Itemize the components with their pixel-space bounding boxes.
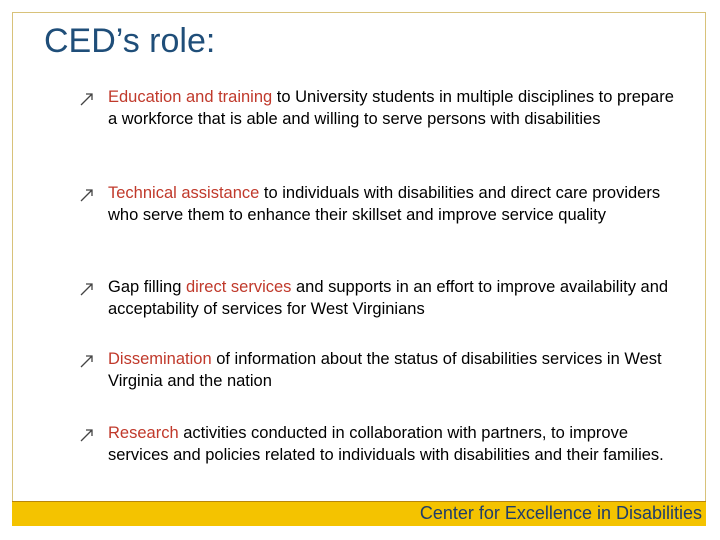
arrow-icon bbox=[80, 280, 94, 294]
bullet-text bbox=[108, 86, 680, 130]
bullet-item-direct-services bbox=[80, 276, 680, 320]
bullet-highlight: direct services bbox=[185, 278, 292, 296]
bullet-text bbox=[108, 276, 680, 320]
arrow-icon bbox=[80, 186, 94, 200]
bullet-rest: to individuals with disabilities and direct care providers who serve them to enhance their skillset and improve service quality bbox=[108, 184, 661, 224]
bullet-item-dissemination bbox=[80, 348, 680, 392]
arrow-icon bbox=[80, 426, 94, 440]
bullet-text bbox=[108, 182, 680, 226]
slide-title: CED’s role: bbox=[44, 22, 216, 60]
bullet-highlight: Technical assistance bbox=[108, 184, 260, 202]
bullet-rest: to University students in multiple disciplines to prepare a workforce that is able and willing to serve persons with disabilities bbox=[108, 88, 674, 128]
bullet-highlight: Dissemination bbox=[108, 350, 212, 368]
bullet-before: Gap filling bbox=[108, 278, 186, 296]
bullet-rest: of information about the status of disabilities services in West Virginia and the nation bbox=[108, 350, 662, 390]
bullet-highlight: Research bbox=[108, 424, 179, 442]
bullet-rest: and supports in an effort to improve availability and acceptability of services for West Virginians bbox=[108, 278, 669, 318]
bullet-item-research bbox=[80, 422, 680, 466]
bullet-item-education bbox=[80, 86, 680, 130]
arrow-icon bbox=[80, 352, 94, 366]
bullet-item-technical-assistance bbox=[80, 182, 680, 226]
bullet-rest: activities conducted in collaboration with partners, to improve services and policies related to individuals with disabilities and their families. bbox=[108, 424, 664, 464]
footer-organization-name: Center for Excellence in Disabilities bbox=[419, 503, 702, 523]
bullet-text bbox=[108, 422, 680, 466]
bullet-text bbox=[108, 348, 680, 392]
bullet-highlight: Education and training bbox=[108, 88, 273, 106]
arrow-icon bbox=[80, 90, 94, 104]
